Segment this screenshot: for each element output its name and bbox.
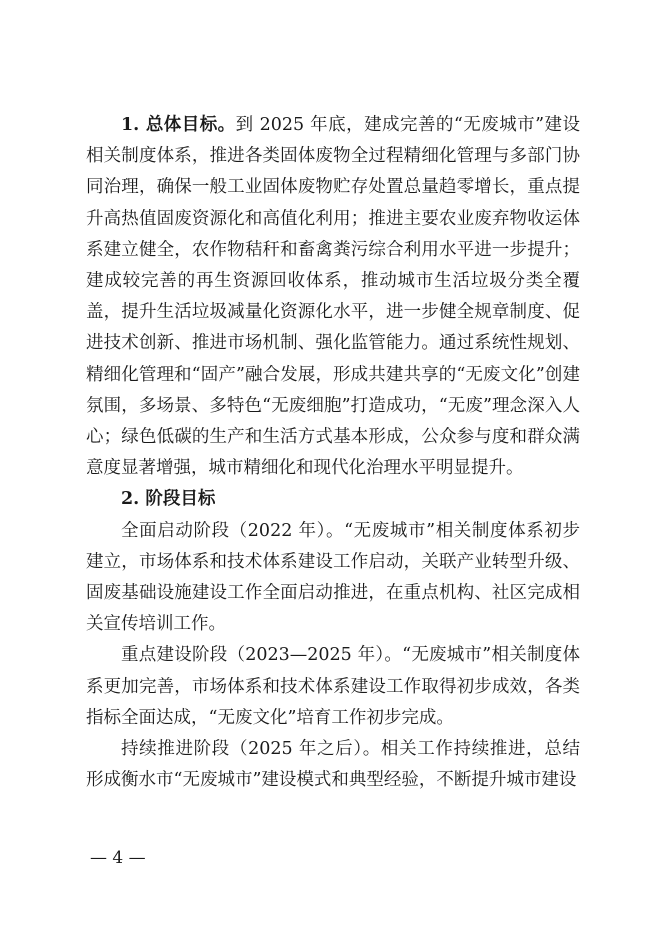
overall-goal-paragraph [86,110,580,484]
stage-launch-paragraph: 全面启动阶段（2022 年）。“无废城市”相关制度体系初步建立，市场体系和技术体系建设工作启动，关联产业转型升级、固废基础设施建设工作全面启动推进，在重点机构、社区完成相关宣传培训工作。 [86,520,580,635]
overall-goal-text: 到 2025 年底，建成完善的“无废城市”建设相关制度体系，推进各类固体废物全过程精细化管理与多部门协同治理，确保一般工业固体废物贮存处置总量趋零增长，重点提升高热值固废资源化和高值化利用；推进主要农业废弃物收运体系建立健全，农作物秸秆和畜禽粪污综合利用水平进一步提升；建成较完善的再生资源回收体系，推动城市生活垃圾分类全覆盖，提升生活垃圾减量化资源化水平，进一步健全规章制度、促进技术创新、推进市场机制、强化监管能力。通过系统性规划、精细化管理和“固产”融合发展，形成共建共享的“无废文化”创建氛围，多场景、多特色“无废细胞”打造成功，“无废”理念深入人心；绿色低碳的生产和生活方式基本形成，公众参与度和群众满意度显著增强，城市精细化和现代化治理水平明显提升。 [86,115,580,479]
page-number: — 4 — [90,848,146,868]
overall-goal-heading: 1. 总体目标。 [121,115,236,135]
stage-key-construction-paragraph: 重点建设阶段（2023—2025 年）。“无废城市”相关制度体系更加完善，市场体系和技术体系建设工作取得初步成效，各类指标全面达成，“无废文化”培育工作初步完成。 [86,645,580,728]
stage-continuous-paragraph: 持续推进阶段（2025 年之后）。相关工作持续推进，总结形成衡水市“无废城市”建设模式和典型经验，不断提升城市建设 [86,739,580,791]
document-body [86,110,580,796]
stage-goals-heading: 2. 阶段目标 [121,489,216,510]
